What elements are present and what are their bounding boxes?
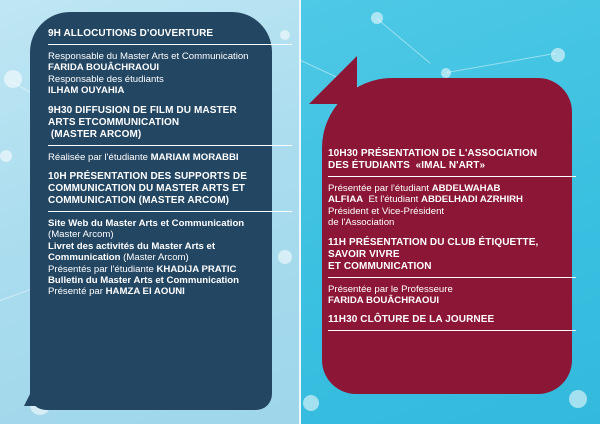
session-heading-line: SAVOIR VIVRE (328, 248, 400, 260)
support-item: Communication (48, 252, 121, 264)
decor-line (376, 18, 430, 64)
support-item: Bulletin du Master Arts et Communication (48, 275, 240, 287)
session-heading-line: ET COMMUNICATION (328, 260, 432, 272)
presenter-line (48, 286, 286, 297)
section-rule (48, 44, 292, 45)
session-heading-line: COMMUNICATION (MASTER ARCOM) (48, 195, 230, 207)
session-heading-line: 10H PRÉSENTATION DES SUPPORTS DE (48, 171, 247, 183)
support-item: Livret des activités du Master Arts et (48, 240, 216, 252)
section-rule (48, 211, 292, 212)
decor-dot (551, 48, 565, 62)
decor-dot (441, 68, 451, 78)
club-session (328, 237, 572, 307)
presenter-name: HAMZA EI AOUNI (105, 286, 185, 298)
presenter-label: Présentée par le Professeure (328, 283, 453, 295)
session-heading-line: 11H PRÉSENTATION DU CLUB ÉTIQUETTE, (328, 236, 539, 248)
presenter-name: ALFIAA (328, 194, 364, 206)
speaker-name: FARIDA BOUÂCHRAOUI (48, 62, 160, 74)
association-session (328, 148, 572, 229)
presenter-role: Président et Vice-Président (328, 205, 445, 217)
presenter-name: ABDELHADI AZRHIRH (421, 194, 523, 206)
presenter-line (328, 194, 572, 205)
presenter-label: Présenté par (48, 286, 106, 298)
presenter-line (48, 264, 286, 275)
presenter-line (328, 183, 572, 194)
session-heading-line: DES ÉTUDIANTS «IMAL N'ART» (328, 160, 486, 171)
support-item-line (48, 252, 286, 263)
presenter-name: KHADIJA PRATIC (156, 263, 237, 275)
presenter-name: ABDELWAHAB (431, 183, 501, 194)
support-item: Site Web du Master Arts et Communication (48, 218, 245, 230)
session-heading-line: 9H30 DIFFUSION DE FILM DU MASTER (48, 104, 237, 116)
presenter-name: MARIAM MORABBI (150, 151, 239, 163)
presenter-role: de l'Association (328, 217, 395, 229)
decor-dot (303, 395, 319, 411)
presenter-label: Et l'étudiant (363, 194, 422, 206)
session-heading-line: (MASTER ARCOM) (48, 128, 142, 140)
left-program (48, 28, 286, 306)
section-rule (328, 176, 576, 177)
presenter-line (48, 152, 286, 163)
session-heading: 9H ALLOCUTIONS D'OUVERTURE (48, 28, 214, 39)
speaker-name: ILHAM OUYAHIA (48, 85, 125, 97)
decor-dot (569, 390, 587, 408)
decor-line (447, 53, 556, 73)
session-heading-line: ARTS ETCOMMUNICATION (48, 116, 180, 128)
right-program (328, 148, 572, 339)
support-item-sub: (Master Arcom) (120, 252, 189, 264)
session-heading-line: COMMUNICATION DU MASTER ARTS ET (48, 183, 245, 195)
decor-dot (0, 150, 12, 162)
section-rule (328, 330, 576, 331)
speaker-role: Responsable des étudiants (48, 73, 164, 85)
section-rule (48, 145, 292, 146)
session-heading-line: 10H30 PRÉSENTATION DE L'ASSOCIATION (328, 148, 538, 159)
film-session (48, 105, 286, 163)
support-item-sub: (Master Arcom) (48, 229, 114, 241)
supports-session (48, 171, 286, 298)
presenter-label: Présentée par l'étudiant (328, 183, 432, 194)
presenter-label: Présentés par l'étudiante (48, 263, 157, 275)
session-heading: 11H30 CLÔTURE DE LA JOURNEE (328, 314, 495, 326)
speaker-role: Responsable du Master Arts et Communication (48, 51, 249, 62)
section-rule (328, 277, 576, 278)
closing-session (328, 314, 572, 331)
presenter-label: Réalisée par l'étudiante (48, 151, 151, 163)
opening-session (48, 28, 286, 97)
presenter-name: FARIDA BOUÂCHRAOUI (328, 295, 440, 307)
